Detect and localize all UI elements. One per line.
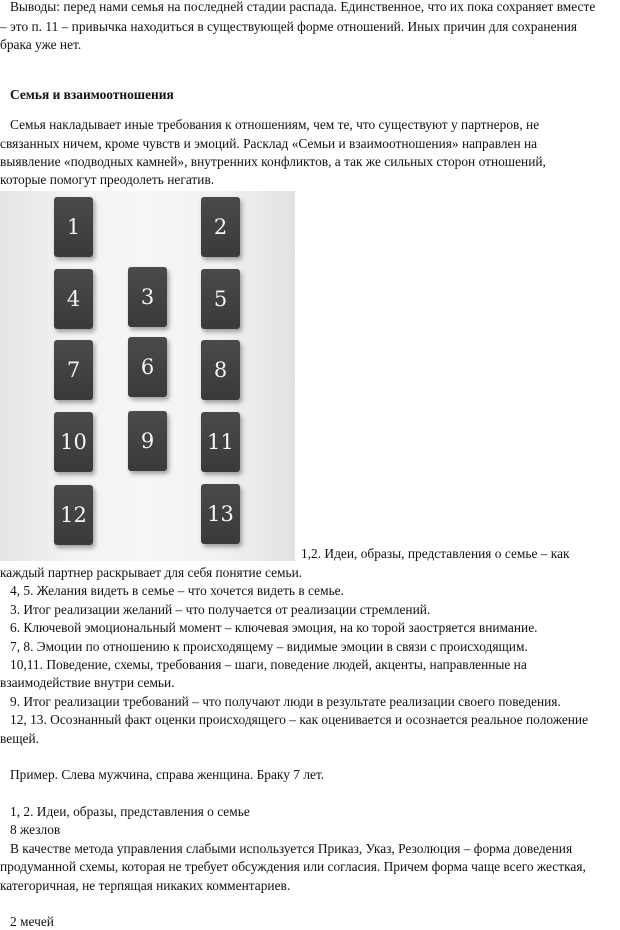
card-12: 12 — [54, 485, 93, 545]
example-text-line-2: продуманной схемы, которая не требует обсуждения или согласия. Причем форма чаще всего жесткая, — [0, 859, 586, 874]
section-title: Семья и взаимоотношения — [10, 87, 174, 102]
intro-line-3: брака уже нет. — [0, 37, 82, 52]
section-paragraph-line-1: Семья накладывает иные требования к отношениям, чем те, что существуют у партнеров, не — [10, 117, 540, 132]
example-heading: 1, 2. Идеи, образы, представления о семье — [10, 804, 250, 819]
section-paragraph-line-4: которые помогут преодолеть негатив. — [0, 172, 215, 187]
legend-item-7-8: 7, 8. Эмоции по отношению к происходящему – видимые эмоции в связи с происходящим. — [10, 639, 528, 654]
card-1: 1 — [54, 197, 93, 257]
example-text-line-1: В качестве метода управления слабыми используется Приказ, Указ, Резолюция – форма доведения — [10, 841, 573, 856]
legend-item-1-2-end: каждый партнер раскрывает для себя понятие семьи. — [0, 565, 303, 580]
card-11: 11 — [201, 412, 240, 472]
card-4: 4 — [54, 269, 93, 329]
example-card-1: 8 жезлов — [10, 822, 61, 837]
legend-item-12-13-end: вещей. — [0, 731, 39, 746]
card-8: 8 — [201, 340, 240, 400]
example-text-line-3: категоричная, не терпящая никаких комментариев. — [0, 878, 291, 893]
example-card-2: 2 мечей — [10, 914, 54, 929]
legend-item-12-13-start: 12, 13. Осознанный факт оценки происходящего – как оценивается и осознается реальное положение — [10, 712, 589, 727]
card-10: 10 — [54, 412, 93, 472]
card-3: 3 — [128, 267, 167, 327]
legend-item-4-5: 4, 5. Желания видеть в семье – что хочется видеть в семье. — [10, 583, 344, 598]
intro-line-1: Выводы: перед нами семья на последней стадии распада. Единственное, что их пока сохраняет вместе — [10, 0, 596, 14]
legend-item-1-2-start: 1,2. Идеи, образы, представления о семье – как — [301, 546, 570, 561]
legend-item-10-11-end: взаимодействие внутри семьи. — [0, 675, 175, 690]
legend-item-10-11-start: 10,11. Поведение, схемы, требования – шаги, поведение людей, акценты, направленные на — [10, 657, 527, 672]
tarot-spread-image — [0, 191, 295, 561]
legend-item-3: 3. Итог реализации желаний – что получается от реализации стремлений. — [10, 602, 431, 617]
section-paragraph-line-2: связанных ничем, кроме чувств и эмоций. Расклад «Семьи и взаимоотношения» направлен на — [0, 136, 538, 151]
card-6: 6 — [128, 337, 167, 397]
card-5: 5 — [201, 269, 240, 329]
card-7: 7 — [54, 340, 93, 400]
section-paragraph-line-3: выявление «подводных камней», внутренних конфликтов, а так же сильных сторон отношений, — [0, 154, 546, 169]
card-9: 9 — [128, 411, 167, 471]
card-2: 2 — [201, 197, 240, 257]
legend-item-6: 6. Ключевой эмоциональный момент – ключевая эмоция, на ко торой заостряется внимание. — [10, 620, 538, 635]
intro-line-2: – это п. 11 – привычка находиться в существующей форме отношений. Иных причин для сохранения — [0, 19, 578, 34]
card-13: 13 — [201, 484, 240, 544]
example-intro: Пример. Слева мужчина, справа женщина. Браку 7 лет. — [10, 767, 325, 782]
legend-item-9: 9. Итог реализации требований – что получают люди в результате реализации своего поведения. — [10, 694, 561, 709]
